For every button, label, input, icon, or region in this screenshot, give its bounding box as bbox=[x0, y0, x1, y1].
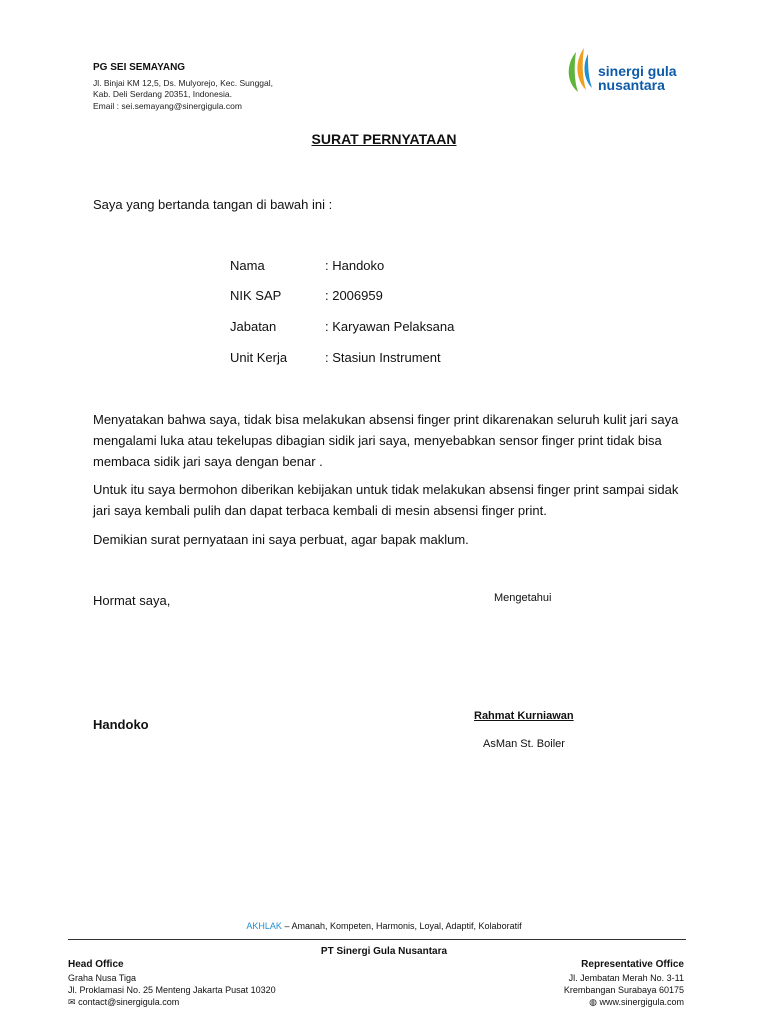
signature-left-name: Handoko bbox=[93, 717, 149, 732]
company-address-line2: Kab. Deli Serdang 20351, Indonesia. bbox=[93, 89, 232, 99]
logo-wordmark: sinergi gula nusantara bbox=[598, 63, 677, 93]
signature-right-title: AsMan St. Boiler bbox=[483, 738, 565, 750]
field-value-unit: : Stasiun Instrument bbox=[325, 350, 441, 365]
paragraph-request: Untuk itu saya bermohon diberikan kebijakan untuk tidak melakukan absensi finger print sampai sidak jari saya kembali pulih dan dapat terbaca kembali di mesin absensi finger print. bbox=[93, 482, 679, 518]
envelope-icon: ✉ bbox=[68, 997, 76, 1007]
signature-left-greeting: Hormat saya, bbox=[93, 593, 171, 608]
field-label-jabatan: Jabatan bbox=[230, 319, 277, 334]
akhlak-key: AKHLAK bbox=[246, 921, 282, 931]
head-office-line1: Graha Nusa Tiga bbox=[68, 973, 137, 983]
field-label-nik: NIK SAP bbox=[230, 288, 282, 303]
field-value-nik: : 2006959 bbox=[325, 288, 383, 303]
field-label-nama: Nama bbox=[230, 258, 265, 273]
head-office-title: Head Office bbox=[68, 959, 124, 970]
field-value-jabatan: : Karyawan Pelaksana bbox=[325, 319, 455, 334]
head-office-email: ✉ contact@sinergigula.com bbox=[68, 997, 180, 1007]
company-address-line1: Jl. Binjai KM 12,5, Ds. Mulyorejo, Kec. Sunggal, bbox=[93, 78, 273, 88]
intro-text: Saya yang bertanda tangan di bawah ini : bbox=[93, 197, 333, 212]
head-office-line2: Jl. Proklamasi No. 25 Menteng Jakarta Pusat 10320 bbox=[68, 985, 276, 995]
rep-office-title: Representative Office bbox=[581, 959, 684, 970]
field-label-unit: Unit Kerja bbox=[230, 350, 288, 365]
akhlak-values bbox=[0, 921, 768, 931]
akhlak-list: – Amanah, Kompeten, Harmonis, Loyal, Adaptif, Kolaboratif bbox=[281, 921, 522, 931]
field-value-nama: : Handoko bbox=[325, 258, 385, 273]
company-email: Email : sei.semayang@sinergigula.com bbox=[93, 101, 242, 111]
footer-company: PT Sinergi Gula Nusantara bbox=[320, 946, 448, 957]
paragraph-closing: Demikian surat pernyataan ini saya perbuat, agar bapak maklum. bbox=[93, 532, 469, 547]
rep-office-web: ◍ www.sinergigula.com bbox=[589, 997, 684, 1007]
rep-office-line2: Krembangan Surabaya 60175 bbox=[563, 985, 684, 995]
document-title: SURAT PERNYATAAN bbox=[311, 131, 457, 147]
company-name: PG SEI SEMAYANG bbox=[93, 62, 186, 73]
signature-right-greeting: Mengetahui bbox=[494, 592, 552, 604]
globe-icon: ◍ bbox=[589, 997, 597, 1007]
rep-office-line1: Jl. Jembatan Merah No. 3-11 bbox=[568, 973, 684, 983]
footer-divider bbox=[68, 939, 686, 940]
paragraph-statement: Menyatakan bahwa saya, tidak bisa melakukan absensi finger print dikarenakan seluruh kulit jari saya mengalami luka atau tekelupas dibagian sidik jari saya, menyebabkan sensor finger print tidak bisa membaca sidik jari saya dengan benar . bbox=[93, 412, 679, 469]
signature-right-name: Rahmat Kurniawan bbox=[474, 710, 574, 722]
